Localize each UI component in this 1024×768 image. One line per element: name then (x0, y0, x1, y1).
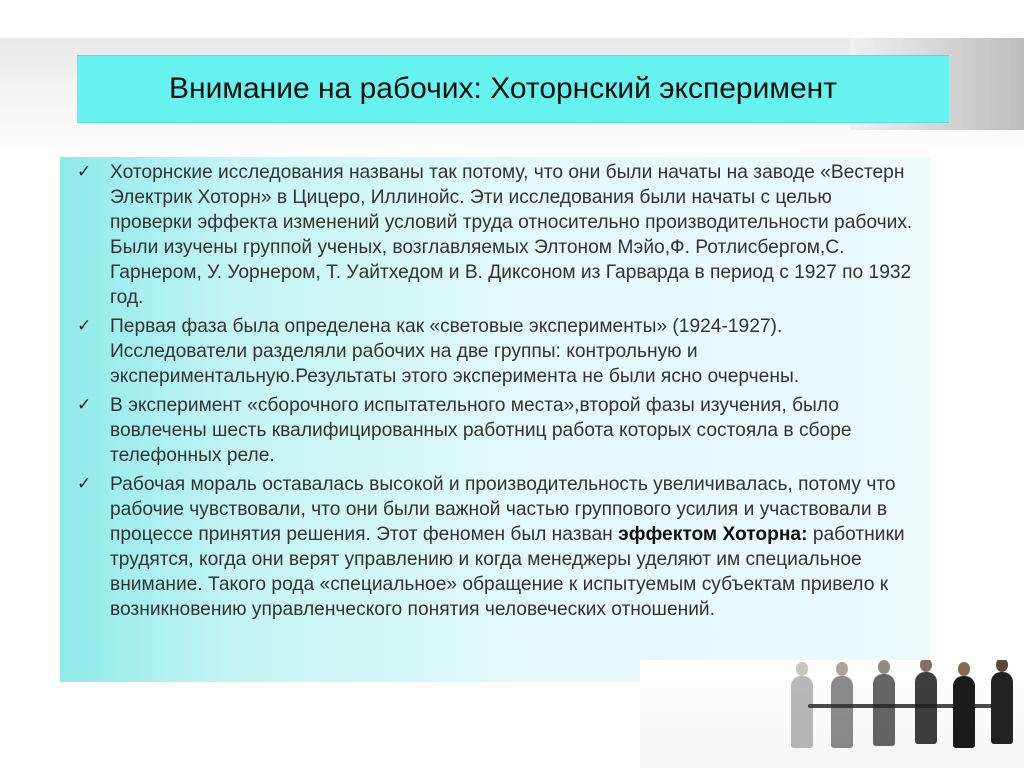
person-silhouette (990, 660, 1014, 762)
person-silhouette (914, 660, 938, 762)
checkmark-icon: ✓ (77, 162, 92, 182)
hawthorne-effect-term: эффектом Хоторна: (618, 524, 808, 545)
checkmark-icon: ✓ (77, 474, 92, 494)
content-box (60, 157, 930, 682)
bullet-text-4-end: работники трудятся, когда они верят управлению и когда менеджеры уделяют им специальное внимание. Такого рода «специальное» обращение к испытуемым субъектам привело к возникновению управленческого понятия человеческих отношений. (110, 524, 905, 620)
person-silhouette (952, 662, 976, 762)
bullet-item-2 (77, 314, 917, 389)
bullet-text-3: В эксперимент «сборочного испытательного места»,второй фазы изучения, было вовлечены шесть квалифицированных работниц работа которых состояла в сборе телефонных реле. (110, 395, 852, 466)
slide-title: Внимание на рабочих: Хоторнский эксперимент (169, 72, 837, 105)
people-holding-hands-image (640, 660, 1024, 768)
person-silhouette (830, 662, 854, 762)
title-box (77, 55, 949, 123)
bullet-item-1 (77, 160, 917, 310)
bullet-text-2: Первая фаза была определена как «световые эксперименты» (1924-1927). Исследователи разделяли рабочих на две группы: контрольную и экспериментальную.Результаты этого эксперимента не были ясно очерчены. (110, 316, 800, 387)
bullet-list (77, 160, 917, 626)
bullet-text-1: Хоторнские исследования названы так потому, что они были начаты на заводе «Вестерн Электрик Хоторн» в Цицеро, Иллинойс. Эти исследования были начаты с целью проверки эффекта изменений условий труда относительно производительности рабочих. Были изучены группой ученых, возглавляемых Элтоном Мэйо,Ф. Ротлисбергом,С. Гарнером, У. Уорнером, Т. Уайтхедом и В. Диксоном из Гарварда в период с 1927 по 1932 год. (110, 162, 913, 308)
bullet-text-4-start: Рабочая мораль оставалась высокой и производительность увеличивалась, потому что рабочие чувствовали, что они были важной частью группового усилия и участвовали в процессе принятия решения. Этот феномен был назван (110, 474, 896, 545)
checkmark-icon: ✓ (77, 316, 92, 336)
bullet-item-4 (77, 472, 917, 622)
person-silhouette (872, 660, 896, 762)
checkmark-icon: ✓ (77, 395, 92, 415)
bullet-item-3 (77, 393, 917, 468)
person-silhouette (790, 662, 814, 762)
